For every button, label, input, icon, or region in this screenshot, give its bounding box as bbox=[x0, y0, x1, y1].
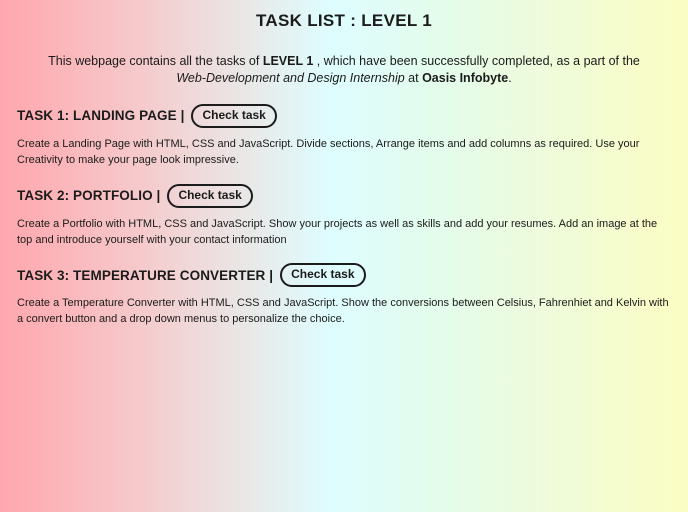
task-1-heading-row bbox=[17, 104, 671, 128]
task-1-heading: TASK 1: LANDING PAGE | bbox=[17, 108, 185, 124]
task-section-1 bbox=[17, 104, 671, 169]
intro-internship-italic: Web-Development and Design Internship bbox=[176, 71, 405, 86]
check-task-button-2[interactable]: Check task bbox=[167, 184, 252, 208]
check-task-button-1[interactable]: Check task bbox=[191, 104, 276, 128]
task-section-3 bbox=[17, 263, 671, 328]
intro-paragraph bbox=[17, 53, 671, 88]
task-1-description: Create a Landing Page with HTML, CSS and JavaScript. Divide sections, Arrange items and add columns as required. Use your Creativity to make your page look impressive. bbox=[17, 137, 640, 166]
intro-company-bold: Oasis Infobyte bbox=[422, 71, 509, 86]
page-title: TASK LIST : LEVEL 1 bbox=[255, 11, 433, 30]
task-section-2 bbox=[17, 184, 671, 249]
intro-text: This webpage contains all the tasks of bbox=[48, 53, 263, 68]
task-2-description: Create a Portfolio with HTML, CSS and JavaScript. Show your projects as well as skills and add your resumes. Add an image at the top and introduce yourself with your contact information bbox=[17, 217, 658, 246]
intro-level-bold: LEVEL 1 bbox=[262, 53, 314, 68]
check-task-button-3[interactable]: Check task bbox=[280, 263, 365, 287]
intro-text: . bbox=[508, 71, 512, 86]
task-3-heading: TASK 3: TEMPERATURE CONVERTER | bbox=[17, 267, 274, 283]
intro-text: at bbox=[404, 71, 423, 86]
task-2-heading: TASK 2: PORTFOLIO | bbox=[17, 188, 161, 204]
task-2-heading-row bbox=[17, 184, 671, 208]
intro-text: , which have been successfully completed, as a part of the bbox=[313, 53, 640, 68]
task-3-description: Create a Temperature Converter with HTML, CSS and JavaScript. Show the conversions between Celsius, Fahrenhiet and Kelvin with a convert button and a drop down menus to personalize the choice. bbox=[17, 297, 669, 326]
task-3-heading-row bbox=[17, 263, 671, 287]
